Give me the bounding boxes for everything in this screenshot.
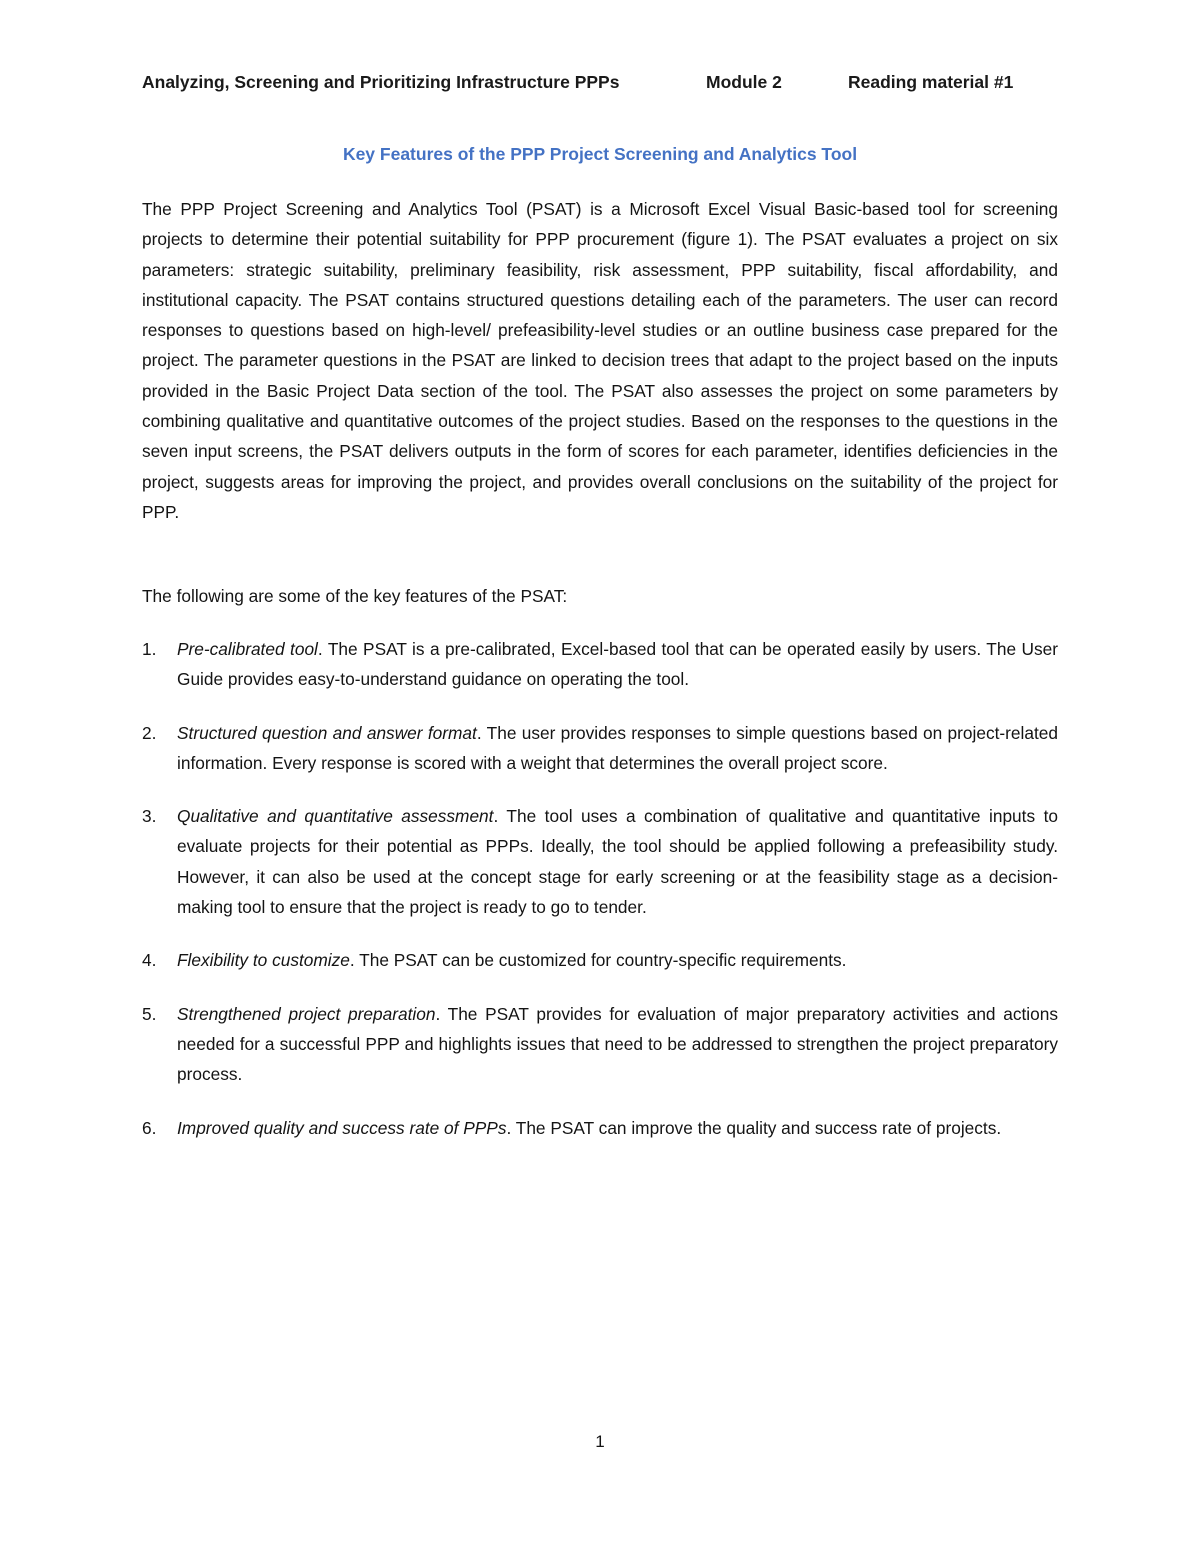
list-item-text: . The PSAT provides for evaluation of major preparatory activities and actions needed for a successful PPP and highlights issues that need to be addressed to strengthen the project preparatory process. bbox=[177, 1003, 1058, 1085]
list-item-term: Pre-calibrated tool bbox=[177, 639, 318, 659]
features-list bbox=[142, 634, 1058, 1166]
document-title: Key Features of the PPP Project Screening and Analytics Tool bbox=[342, 144, 858, 164]
list-item-text: . The tool uses a combination of qualitative and quantitative inputs to evaluate projects for their potential as PPPs. Ideally, the tool should be applied following a prefeasibility study. However, it can also be used at the concept stage for early screening or at the feasibility stage as a decision-making tool to ensure that the project is ready to go to tender. bbox=[177, 806, 1058, 918]
list-item-term: Structured question and answer format bbox=[177, 722, 477, 743]
list-item-term: Flexibility to customize bbox=[177, 950, 350, 971]
list-item-text: . The PSAT can improve the quality and success rate of projects. bbox=[506, 1117, 1002, 1138]
list-item bbox=[142, 634, 1058, 695]
header-module: Module 2 bbox=[706, 72, 782, 92]
list-item-number: 4. bbox=[142, 950, 157, 971]
list-item-number: 6. bbox=[142, 1117, 157, 1138]
header-course-title: Analyzing, Screening and Prioritizing Infrastructure PPPs bbox=[142, 72, 620, 92]
list-item-term: Strengthened project preparation bbox=[177, 1003, 436, 1024]
list-item-text: . The user provides responses to simple questions based on project-related information. Every response is scored with a weight that determines the overall project score. bbox=[177, 722, 1059, 773]
features-lead: The following are some of the key features of the PSAT: bbox=[142, 586, 568, 606]
list-item-term: Qualitative and quantitative assessment bbox=[177, 806, 494, 827]
running-header bbox=[142, 72, 1062, 100]
list-item bbox=[142, 945, 1058, 975]
list-item-text: . The PSAT can be customized for country-specific requirements. bbox=[349, 950, 847, 971]
list-item-number: 5. bbox=[142, 1003, 157, 1024]
intro-paragraph: The PPP Project Screening and Analytics Tool (PSAT) is a Microsoft Excel Visual Basic-based tool for screening projects to determine their potential suitability for PPP procurement (figure 1). The PSAT evaluates a project on six parameters: strategic suitability, preliminary feasibility, risk assessment, PPP suitability, fiscal affordability, and institutional capacity. The PSAT contains structured questions detailing each of the parameters. The user can record responses to questions based on high-level/ prefeasibility-level studies or an outline business case prepared for the project. The parameter questions in the PSAT are linked to decision trees that adapt to the project based on the inputs provided in the Basic Project Data section of the tool. The PSAT also assesses the project on some parameters by combining qualitative and quantitative outcomes of the project studies. Based on the responses to the questions in the seven input screens, the PSAT delivers outputs in the form of scores for each parameter, identifies deficiencies in the project, suggests areas for improving the project, and provides overall conclusions on the suitability of the project for PPP. bbox=[142, 199, 1058, 522]
header-reading-material: Reading material #1 bbox=[848, 72, 1014, 92]
list-item-text: . The PSAT is a pre-calibrated, Excel-based tool that can be operated easily by users. The User Guide provides easy-to-understand guidance on operating the tool. bbox=[177, 639, 1058, 690]
page-number: 1 bbox=[595, 1432, 605, 1451]
list-item bbox=[142, 1113, 1058, 1143]
list-item bbox=[142, 718, 1058, 779]
list-item-number: 2. bbox=[142, 722, 157, 743]
list-item bbox=[142, 999, 1058, 1090]
list-item bbox=[142, 801, 1058, 922]
list-item-number: 3. bbox=[142, 806, 157, 827]
list-item-number: 1. bbox=[142, 639, 157, 659]
list-item-term: Improved quality and success rate of PPPs bbox=[177, 1117, 507, 1138]
